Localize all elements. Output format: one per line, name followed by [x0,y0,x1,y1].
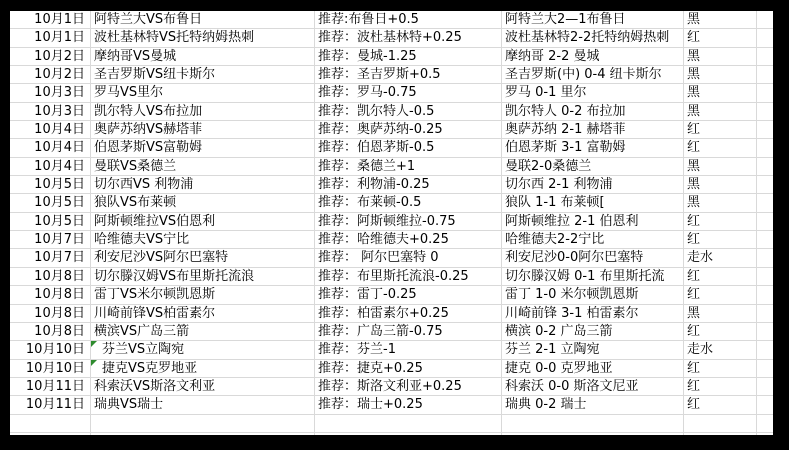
match-label: 阿斯顿维拉VS伯恩利 [94,213,216,229]
match-label: 利安尼沙VS阿尔巴塞特 [94,250,229,266]
error-corner-icon [91,360,97,366]
recommendation-cell[interactable]: 推荐：瑞士+0.25 [315,396,502,414]
match-cell[interactable] [91,268,315,286]
match-cell[interactable] [91,66,315,84]
match-cell[interactable] [91,213,315,231]
empty-cell[interactable] [757,139,773,157]
result-cell[interactable]: 奥萨苏纳 2-1 赫塔菲 [502,121,684,139]
outcome-cell[interactable] [684,433,757,435]
table-row [10,213,773,231]
match-label: 摩纳哥VS曼城 [94,48,177,64]
empty-cell[interactable] [757,305,773,323]
outcome-cell[interactable]: 红 [684,268,757,286]
empty-cell[interactable] [757,396,773,414]
date-cell[interactable]: 10月10日 [10,360,91,378]
result-cell[interactable]: 曼联2-0桑德兰 [502,158,684,176]
recommendation-cell[interactable]: 推荐：捷克+0.25 [315,360,502,378]
outcome-cell[interactable] [684,415,757,433]
table-row [10,268,773,286]
spreadsheet [10,11,773,435]
recommendation-cell[interactable]: 推荐：伯恩茅斯-0.5 [315,139,502,157]
table-row [10,176,773,194]
result-cell[interactable]: 阿特兰大2—1布鲁日 [502,11,684,29]
recommendation-cell[interactable]: 推荐：凯尔特人-0.5 [315,103,502,121]
date-cell[interactable]: 10月11日 [10,396,91,414]
match-label: 凯尔特人VS布拉加 [94,103,203,119]
match-label: 狼队VS布莱顿 [94,195,177,211]
recommendation-cell[interactable]: 推荐：阿斯顿维拉-0.75 [315,213,502,231]
recommendation-cell[interactable]: 推荐：柏雷素尔+0.25 [315,305,502,323]
table-row [10,305,773,323]
empty-cell[interactable] [757,29,773,47]
result-cell[interactable]: 波杜基林特2-2托特纳姆热刺 [502,29,684,47]
match-label: 波杜基林特VS托特纳姆热刺 [94,30,255,46]
table-row [10,84,773,102]
match-cell[interactable] [91,341,315,359]
table-row [10,48,773,66]
match-label: 瑞典VS瑞士 [94,397,164,413]
outcome-cell[interactable]: 黑 [684,305,757,323]
result-cell[interactable]: 雷丁 1-0 米尔顿凯恩斯 [502,286,684,304]
table-row [10,378,773,396]
outcome-cell[interactable]: 走水 [684,249,757,267]
empty-cell[interactable] [757,231,773,249]
result-cell[interactable]: 圣吉罗斯(中) 0-4 纽卡斯尔 [502,66,684,84]
table-row [10,396,773,414]
empty-cell[interactable] [757,66,773,84]
table-row [10,433,773,435]
result-cell[interactable]: 瑞典 0-2 瑞士 [502,396,684,414]
empty-cell[interactable] [757,103,773,121]
date-cell[interactable]: 10月5日 [10,194,91,212]
outcome-cell[interactable]: 走水 [684,341,757,359]
result-cell[interactable]: 罗马 0-1 里尔 [502,84,684,102]
outcome-cell[interactable]: 红 [684,29,757,47]
result-cell[interactable]: 摩纳哥 2-2 曼城 [502,48,684,66]
match-cell[interactable] [91,378,315,396]
match-label: 圣吉罗斯VS纽卡斯尔 [94,67,216,83]
table-row [10,249,773,267]
empty-cell[interactable] [757,176,773,194]
outcome-cell[interactable]: 黑 [684,103,757,121]
table-row [10,66,773,84]
outcome-cell[interactable]: 红 [684,139,757,157]
match-cell[interactable] [91,433,315,435]
empty-cell[interactable] [757,121,773,139]
date-cell[interactable]: 10月8日 [10,305,91,323]
recommendation-cell[interactable]: 推荐：广岛三箭-0.75 [315,323,502,341]
match-cell[interactable] [91,29,315,47]
outcome-cell[interactable]: 黑 [684,66,757,84]
match-label: 哈维德夫VS宁比 [94,232,190,248]
result-cell[interactable]: 利安尼沙0-0阿尔巴塞特 [502,249,684,267]
result-cell[interactable]: 横滨 0-2 广岛三箭 [502,323,684,341]
recommendation-cell[interactable] [315,415,502,433]
result-cell[interactable]: 凯尔特人 0-2 布拉加 [502,103,684,121]
recommendation-cell[interactable]: 推荐：布莱顿-0.5 [315,194,502,212]
outcome-cell[interactable]: 黑 [684,11,757,29]
error-corner-icon [91,341,97,347]
match-label: 川崎前锋VS柏雷素尔 [94,305,216,321]
result-cell[interactable]: 阿斯顿维拉 2-1 伯恩利 [502,213,684,231]
match-cell[interactable] [91,231,315,249]
result-cell[interactable]: 哈维德夫2-2宁比 [502,231,684,249]
date-cell[interactable]: 10月11日 [10,378,91,396]
recommendation-cell[interactable]: 推荐：罗马-0.75 [315,84,502,102]
match-label: 切尔滕汉姆VS布里斯托流浪 [94,268,255,284]
empty-cell[interactable] [757,286,773,304]
recommendation-cell[interactable]: 推荐： 阿尔巴塞特 0 [315,249,502,267]
match-label: 阿特兰大VS布鲁日 [94,12,203,27]
table-row [10,360,773,378]
recommendation-cell[interactable]: 推荐：波杜基林特+0.25 [315,29,502,47]
match-cell[interactable] [91,11,315,29]
outcome-cell[interactable]: 红 [684,323,757,341]
result-cell[interactable] [502,415,684,433]
table-row [10,11,773,29]
date-cell[interactable]: 10月8日 [10,286,91,304]
empty-cell[interactable] [757,341,773,359]
match-label: 伯恩茅斯VS富勒姆 [94,140,203,156]
date-cell[interactable]: 10月4日 [10,121,91,139]
outcome-cell[interactable]: 黑 [684,194,757,212]
date-cell[interactable]: 10月5日 [10,213,91,231]
recommendation-cell[interactable]: 推荐：奥萨苏纳-0.25 [315,121,502,139]
match-label: 奥萨苏纳VS赫塔菲 [94,122,203,138]
match-cell[interactable] [91,305,315,323]
match-label: 捷克VS克罗地亚 [102,360,198,376]
outcome-cell[interactable]: 红 [684,286,757,304]
table-row [10,121,773,139]
empty-cell[interactable] [757,268,773,286]
table-row [10,103,773,121]
date-cell[interactable]: 10月3日 [10,103,91,121]
date-cell[interactable]: 10月8日 [10,268,91,286]
date-cell[interactable]: 10月2日 [10,66,91,84]
table-row [10,139,773,157]
match-cell[interactable] [91,415,315,433]
match-cell[interactable] [91,249,315,267]
match-cell[interactable] [91,103,315,121]
empty-cell[interactable] [757,378,773,396]
table-row [10,29,773,47]
table-row [10,286,773,304]
date-cell[interactable]: 10月1日 [10,11,91,29]
empty-cell[interactable] [757,433,773,435]
outcome-cell[interactable]: 黑 [684,158,757,176]
match-cell[interactable] [91,48,315,66]
table-row [10,341,773,359]
date-cell[interactable]: 10月5日 [10,176,91,194]
empty-cell[interactable] [757,323,773,341]
recommendation-cell[interactable]: 推荐：圣吉罗斯+0.5 [315,66,502,84]
outcome-cell[interactable]: 红 [684,231,757,249]
date-cell[interactable]: 10月7日 [10,249,91,267]
empty-cell[interactable] [757,415,773,433]
date-cell[interactable]: 10月4日 [10,139,91,157]
date-cell[interactable] [10,415,91,433]
recommendation-cell[interactable]: 推荐：曼城-1.25 [315,48,502,66]
outcome-cell[interactable]: 黑 [684,176,757,194]
match-label: 芬兰VS立陶宛 [102,342,185,358]
empty-cell[interactable] [757,84,773,102]
match-label: 雷丁VS米尔顿凯恩斯 [94,287,216,303]
table-row [10,415,773,433]
table-row [10,158,773,176]
recommendation-cell[interactable]: 推荐：哈维德夫+0.25 [315,231,502,249]
date-cell[interactable] [10,433,91,435]
outcome-cell[interactable]: 红 [684,213,757,231]
match-cell[interactable] [91,194,315,212]
empty-cell[interactable] [757,194,773,212]
date-cell[interactable]: 10月8日 [10,323,91,341]
empty-cell[interactable] [757,48,773,66]
table-row [10,323,773,341]
date-cell[interactable]: 10月2日 [10,48,91,66]
match-cell[interactable] [91,139,315,157]
empty-cell[interactable] [757,213,773,231]
date-cell[interactable]: 10月7日 [10,231,91,249]
match-cell[interactable] [91,396,315,414]
result-cell[interactable]: 川崎前锋 3-1 柏雷素尔 [502,305,684,323]
result-cell[interactable]: 切尔西 2-1 利物浦 [502,176,684,194]
empty-cell[interactable] [757,158,773,176]
recommendation-cell[interactable]: 推荐：桑德兰+1 [315,158,502,176]
table-row [10,231,773,249]
empty-cell[interactable] [757,249,773,267]
match-cell[interactable] [91,121,315,139]
sheet-body [10,11,773,435]
recommendation-cell[interactable]: 推荐:布鲁日+0.5 [315,11,502,29]
match-label: 罗马VS里尔 [94,85,164,101]
date-cell[interactable]: 10月3日 [10,84,91,102]
match-cell[interactable] [91,286,315,304]
recommendation-cell[interactable]: 推荐：斯洛文利亚+0.25 [315,378,502,396]
recommendation-cell[interactable] [315,433,502,435]
date-cell[interactable]: 10月4日 [10,158,91,176]
outcome-cell[interactable]: 红 [684,360,757,378]
recommendation-cell[interactable]: 推荐：芬兰-1 [315,341,502,359]
outcome-cell[interactable]: 红 [684,378,757,396]
result-cell[interactable] [502,433,684,435]
match-label: 切尔西VS 利物浦 [94,177,194,193]
table-row [10,194,773,212]
result-cell[interactable]: 捷克 0-0 克罗地亚 [502,360,684,378]
match-cell[interactable] [91,176,315,194]
match-label: 曼联VS桑德兰 [94,158,177,174]
match-cell[interactable] [91,360,315,378]
outcome-cell[interactable]: 黑 [684,84,757,102]
empty-cell[interactable] [757,360,773,378]
match-cell[interactable] [91,84,315,102]
date-cell[interactable]: 10月10日 [10,341,91,359]
result-cell[interactable]: 狼队 1-1 布莱顿[ [502,194,684,212]
result-cell[interactable]: 伯恩茅斯 3-1 富勒姆 [502,139,684,157]
date-cell[interactable]: 10月1日 [10,29,91,47]
result-cell[interactable]: 芬兰 2-1 立陶宛 [502,341,684,359]
outcome-cell[interactable]: 红 [684,121,757,139]
result-cell[interactable]: 科索沃 0-0 斯洛文尼亚 [502,378,684,396]
outcome-cell[interactable]: 红 [684,396,757,414]
result-cell[interactable]: 切尔滕汉姆 0-1 布里斯托流 [502,268,684,286]
empty-cell[interactable] [757,11,773,29]
match-label: 科索沃VS斯洛文利亚 [94,378,216,394]
recommendation-cell[interactable]: 推荐：布里斯托流浪-0.25 [315,268,502,286]
outcome-cell[interactable]: 黑 [684,48,757,66]
match-label: 横滨VS广岛三箭 [94,323,190,339]
match-cell[interactable] [91,158,315,176]
recommendation-cell[interactable]: 推荐：雷丁-0.25 [315,286,502,304]
recommendation-cell[interactable]: 推荐：利物浦-0.25 [315,176,502,194]
match-cell[interactable] [91,323,315,341]
